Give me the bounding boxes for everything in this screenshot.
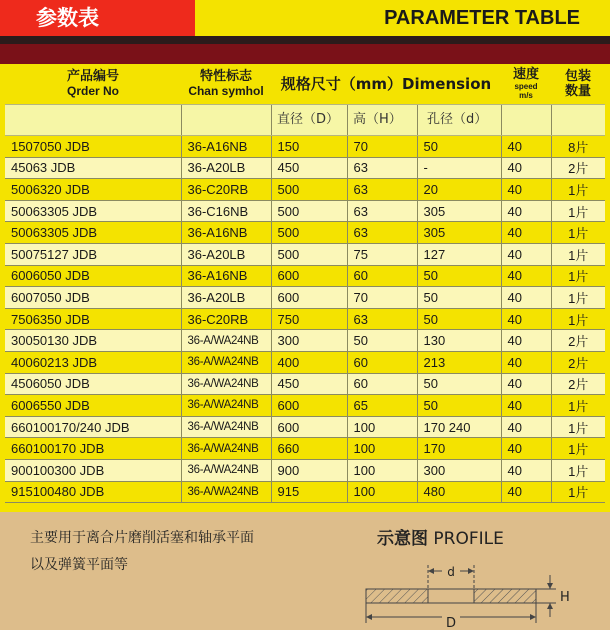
- col-spec-en: Chan symhol: [188, 84, 264, 98]
- table-row: [5, 308, 605, 330]
- table-row: [5, 459, 605, 481]
- cell-spec: 36-A/WA24NB: [181, 351, 271, 373]
- col-order-cn: 产品编号: [66, 69, 119, 84]
- table-row: [5, 330, 605, 352]
- table-subheader: [5, 104, 605, 136]
- cell-hole: 300: [417, 459, 501, 481]
- cell-d: 900: [271, 459, 347, 481]
- table-body: [5, 136, 605, 503]
- col-pack-cn-1: 包装: [564, 69, 591, 84]
- cell-h: 60: [347, 373, 417, 395]
- subhead-diameter: 直径（D）: [277, 112, 340, 127]
- cell-h: 100: [347, 459, 417, 481]
- cell-order: 6007050 JDB: [5, 287, 181, 309]
- cell-order: 6006050 JDB: [5, 265, 181, 287]
- cell-spec: 36-A/WA24NB: [181, 438, 271, 460]
- table-row: [5, 438, 605, 460]
- cell-d: 450: [271, 157, 347, 179]
- cell-order: 50063305 JDB: [5, 222, 181, 244]
- cell-h: 65: [347, 395, 417, 417]
- dim-d-small: d: [447, 565, 455, 579]
- cell-h: 63: [347, 157, 417, 179]
- D-arrowhead-left: [366, 614, 372, 620]
- cell-order: 45063 JDB: [5, 157, 181, 179]
- cell-h: 100: [347, 481, 417, 503]
- cell-speed: 40: [501, 395, 551, 417]
- cell-hole: 50: [417, 373, 501, 395]
- cell-speed: 40: [501, 308, 551, 330]
- cell-hole: 50: [417, 395, 501, 417]
- cell-order: 50075127 JDB: [5, 243, 181, 265]
- table-row: [5, 179, 605, 201]
- cell-spec: 36-A/WA24NB: [181, 459, 271, 481]
- cell-speed: 40: [501, 373, 551, 395]
- profile-title-en: PROFILE: [433, 529, 504, 549]
- cell-h: 75: [347, 243, 417, 265]
- header-title-en: PARAMETER TABLE: [384, 7, 580, 29]
- header-band: [0, 44, 610, 64]
- cell-h: 70: [347, 287, 417, 309]
- cell-d: 500: [271, 222, 347, 244]
- table-row: [5, 157, 605, 179]
- cell-pack: 2片: [551, 157, 605, 179]
- cell-pack: 1片: [551, 395, 605, 417]
- cell-h: 63: [347, 179, 417, 201]
- cell-d: 500: [271, 200, 347, 222]
- cell-spec: 36-C20RB: [181, 308, 271, 330]
- cell-speed: 40: [501, 287, 551, 309]
- cell-speed: 40: [501, 179, 551, 201]
- cell-speed: 40: [501, 351, 551, 373]
- usage-note-line2: 以及弹簧平面等: [30, 557, 128, 573]
- cell-order: 900100300 JDB: [5, 459, 181, 481]
- cell-hole: 305: [417, 200, 501, 222]
- profile-diagram: [350, 547, 580, 629]
- cell-hole: 213: [417, 351, 501, 373]
- cell-order: 6006550 JDB: [5, 395, 181, 417]
- cell-spec: 36-A16NB: [181, 265, 271, 287]
- cell-pack: 2片: [551, 330, 605, 352]
- cell-speed: 40: [501, 330, 551, 352]
- cell-pack: 1片: [551, 308, 605, 330]
- cell-h: 100: [347, 416, 417, 438]
- cell-d: 500: [271, 243, 347, 265]
- d-arrowhead-right: [468, 568, 474, 574]
- cell-spec: 36-A16NB: [181, 136, 271, 157]
- cell-spec: 36-C20RB: [181, 179, 271, 201]
- cell-speed: 40: [501, 136, 551, 157]
- col-speed-en: speed: [514, 82, 538, 91]
- cell-h: 63: [347, 200, 417, 222]
- H-arrowhead-top: [547, 583, 553, 589]
- table-row: [5, 481, 605, 503]
- cell-speed: 40: [501, 481, 551, 503]
- col-pack: [551, 64, 605, 104]
- cell-d: 915: [271, 481, 347, 503]
- cell-h: 50: [347, 330, 417, 352]
- cell-pack: 1片: [551, 243, 605, 265]
- cell-d: 600: [271, 416, 347, 438]
- cell-d: 400: [271, 351, 347, 373]
- dim-H: H: [560, 590, 570, 605]
- usage-note-line1: 主要用于离合片磨削活塞和轴承平面: [30, 530, 254, 546]
- cell-pack: 1片: [551, 438, 605, 460]
- header-title-cn: 参数表: [0, 0, 195, 36]
- cell-d: 600: [271, 287, 347, 309]
- H-arrowhead-bottom: [547, 603, 553, 609]
- cell-pack: 1片: [551, 222, 605, 244]
- cell-d: 660: [271, 438, 347, 460]
- table-row: [5, 243, 605, 265]
- col-order-no: [5, 64, 181, 104]
- cell-order: 1507050 JDB: [5, 136, 181, 157]
- cell-hole: 170 240: [417, 416, 501, 438]
- cell-hole: 50: [417, 265, 501, 287]
- cell-spec: 36-A20LB: [181, 287, 271, 309]
- cell-hole: 480: [417, 481, 501, 503]
- cell-pack: 1片: [551, 179, 605, 201]
- cell-h: 70: [347, 136, 417, 157]
- table-header: [5, 64, 605, 104]
- cell-pack: 2片: [551, 351, 605, 373]
- table-row: [5, 416, 605, 438]
- cell-speed: 40: [501, 416, 551, 438]
- subhead-hole: 孔径（d）: [427, 112, 488, 127]
- cell-pack: 8片: [551, 136, 605, 157]
- cell-order: 40060213 JDB: [5, 351, 181, 373]
- cell-speed: 40: [501, 243, 551, 265]
- col-pack-cn-2: 数量: [564, 84, 591, 99]
- table-row: [5, 351, 605, 373]
- table-row: [5, 395, 605, 417]
- col-speed: [501, 64, 551, 104]
- cell-pack: 1片: [551, 459, 605, 481]
- cell-d: 450: [271, 373, 347, 395]
- col-speed-unit: m/s: [519, 91, 533, 100]
- footer: [0, 512, 610, 630]
- cell-h: 100: [347, 438, 417, 460]
- table-row: [5, 136, 605, 157]
- cell-order: 4506050 JDB: [5, 373, 181, 395]
- cell-hole: 127: [417, 243, 501, 265]
- col-spec-cn: 特性标志: [199, 69, 252, 84]
- cell-d: 600: [271, 395, 347, 417]
- d-arrowhead-left: [428, 568, 434, 574]
- cell-speed: 40: [501, 265, 551, 287]
- cell-spec: 36-A/WA24NB: [181, 481, 271, 503]
- cell-speed: 40: [501, 459, 551, 481]
- cell-hole: 50: [417, 136, 501, 157]
- cell-pack: 1片: [551, 287, 605, 309]
- table-row: [5, 265, 605, 287]
- table-row: [5, 222, 605, 244]
- cell-speed: 40: [501, 222, 551, 244]
- cell-order: 915100480 JDB: [5, 481, 181, 503]
- cell-order: 5006320 JDB: [5, 179, 181, 201]
- cell-spec: 36-A/WA24NB: [181, 373, 271, 395]
- cell-spec: 36-C16NB: [181, 200, 271, 222]
- profile-title: [377, 524, 504, 549]
- cell-h: 63: [347, 222, 417, 244]
- cell-order: 660100170/240 JDB: [5, 416, 181, 438]
- cell-spec: 36-A/WA24NB: [181, 395, 271, 417]
- cell-speed: 40: [501, 438, 551, 460]
- D-arrowhead-right: [530, 614, 536, 620]
- header-divider: [0, 36, 610, 44]
- cell-spec: 36-A20LB: [181, 243, 271, 265]
- cell-speed: 40: [501, 157, 551, 179]
- cell-d: 300: [271, 330, 347, 352]
- cell-hole: 50: [417, 308, 501, 330]
- cell-h: 63: [347, 308, 417, 330]
- cell-pack: 1片: [551, 265, 605, 287]
- disc-left-section: [366, 589, 428, 603]
- disc-right-section: [474, 589, 536, 603]
- cell-hole: 170: [417, 438, 501, 460]
- cell-order: 50063305 JDB: [5, 200, 181, 222]
- cell-d: 150: [271, 136, 347, 157]
- cell-pack: 1片: [551, 200, 605, 222]
- cell-spec: 36-A/WA24NB: [181, 330, 271, 352]
- subhead-height: 高（H）: [353, 112, 402, 127]
- table-row: [5, 200, 605, 222]
- cell-hole: 50: [417, 287, 501, 309]
- cell-pack: 1片: [551, 481, 605, 503]
- cell-hole: 130: [417, 330, 501, 352]
- cell-order: 7506350 JDB: [5, 308, 181, 330]
- cell-h: 60: [347, 265, 417, 287]
- cell-pack: 2片: [551, 373, 605, 395]
- cell-hole: -: [417, 157, 501, 179]
- cell-order: 30050130 JDB: [5, 330, 181, 352]
- dim-D-big: D: [445, 616, 457, 629]
- cell-speed: 40: [501, 200, 551, 222]
- cell-spec: 36-A16NB: [181, 222, 271, 244]
- cell-order: 660100170 JDB: [5, 438, 181, 460]
- cell-hole: 20: [417, 179, 501, 201]
- cell-pack: 1片: [551, 416, 605, 438]
- cell-h: 60: [347, 351, 417, 373]
- cell-spec: 36-A20LB: [181, 157, 271, 179]
- col-speed-cn: 速度: [512, 67, 539, 82]
- cell-d: 600: [271, 265, 347, 287]
- col-order-en: Qrder No: [66, 84, 119, 98]
- header: [0, 0, 610, 36]
- cell-hole: 305: [417, 222, 501, 244]
- table-row: [5, 373, 605, 395]
- cell-d: 750: [271, 308, 347, 330]
- cell-d: 500: [271, 179, 347, 201]
- col-spec: [181, 64, 271, 104]
- col-dimension-label: 规格尺寸（mm）Dimension: [280, 75, 492, 93]
- parameter-table: [5, 64, 605, 503]
- profile-title-cn: 示意图: [377, 529, 428, 549]
- col-dimension: [271, 64, 501, 104]
- cell-spec: 36-A/WA24NB: [181, 416, 271, 438]
- table-row: [5, 287, 605, 309]
